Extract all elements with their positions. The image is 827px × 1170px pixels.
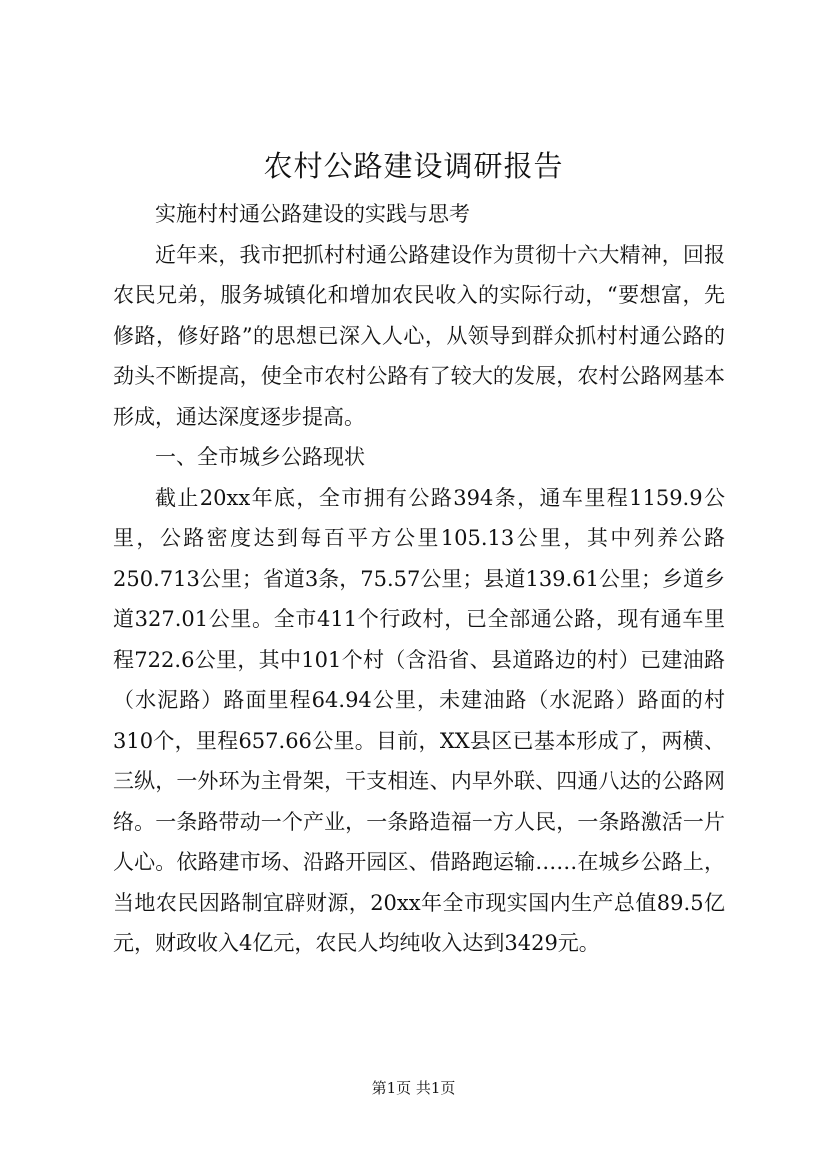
section-heading: 一、全市城乡公路现状 <box>155 445 365 469</box>
paragraph-status: 截止20xx年底，全市拥有公路394条，通车里程1159.9公里，公路密度达到每百平方公里105.13公里，其中列养公路250.713公里；省道3条，75.57公里；县道139.61公里；乡道乡道327.01公里。全市411个行政村，已全部通公路，现有通车里程722.6公里，其中101个村（含沿省、县道路边的村）已建油路（水泥路）路面里程64.94公里，未建油路（水泥路）路面的村310个，里程657.66公里。目前，XX县区已基本形成了，两横、三纵，一外环为主骨架，干支相连、内早外联、四通八达的公路网络。一条路带动一个产业，一条路造福一方人民，一条路激活一片人心。依路建市场、沿路开园区、借路跑运输……在城乡公路上，当地农民因路制宜辟财源，20xx年全市现实国内生产总值89.5亿元，财政收入4亿元，农民人均纯收入达到3429元。 <box>113 485 725 955</box>
page-footer: 第1页 共1页 <box>371 1079 456 1097</box>
document-body <box>113 194 725 964</box>
paragraph-intro: 近年来，我市把抓村村通公路建设作为贯彻十六大精神，回报农民兄弟，服务城镇化和增加农民收入的实际行动，“要想富，先修路，修好路”的思想已深入人心，从领导到群众抓村村通公路的劲头不断提高，使全市农村公路有了较大的发展，农村公路网基本形成，通达深度逐步提高。 <box>113 242 725 429</box>
paragraph-subtitle: 实施村村通公路建设的实践与思考 <box>155 202 470 226</box>
document-title: 农村公路建设调研报告 <box>263 149 564 183</box>
